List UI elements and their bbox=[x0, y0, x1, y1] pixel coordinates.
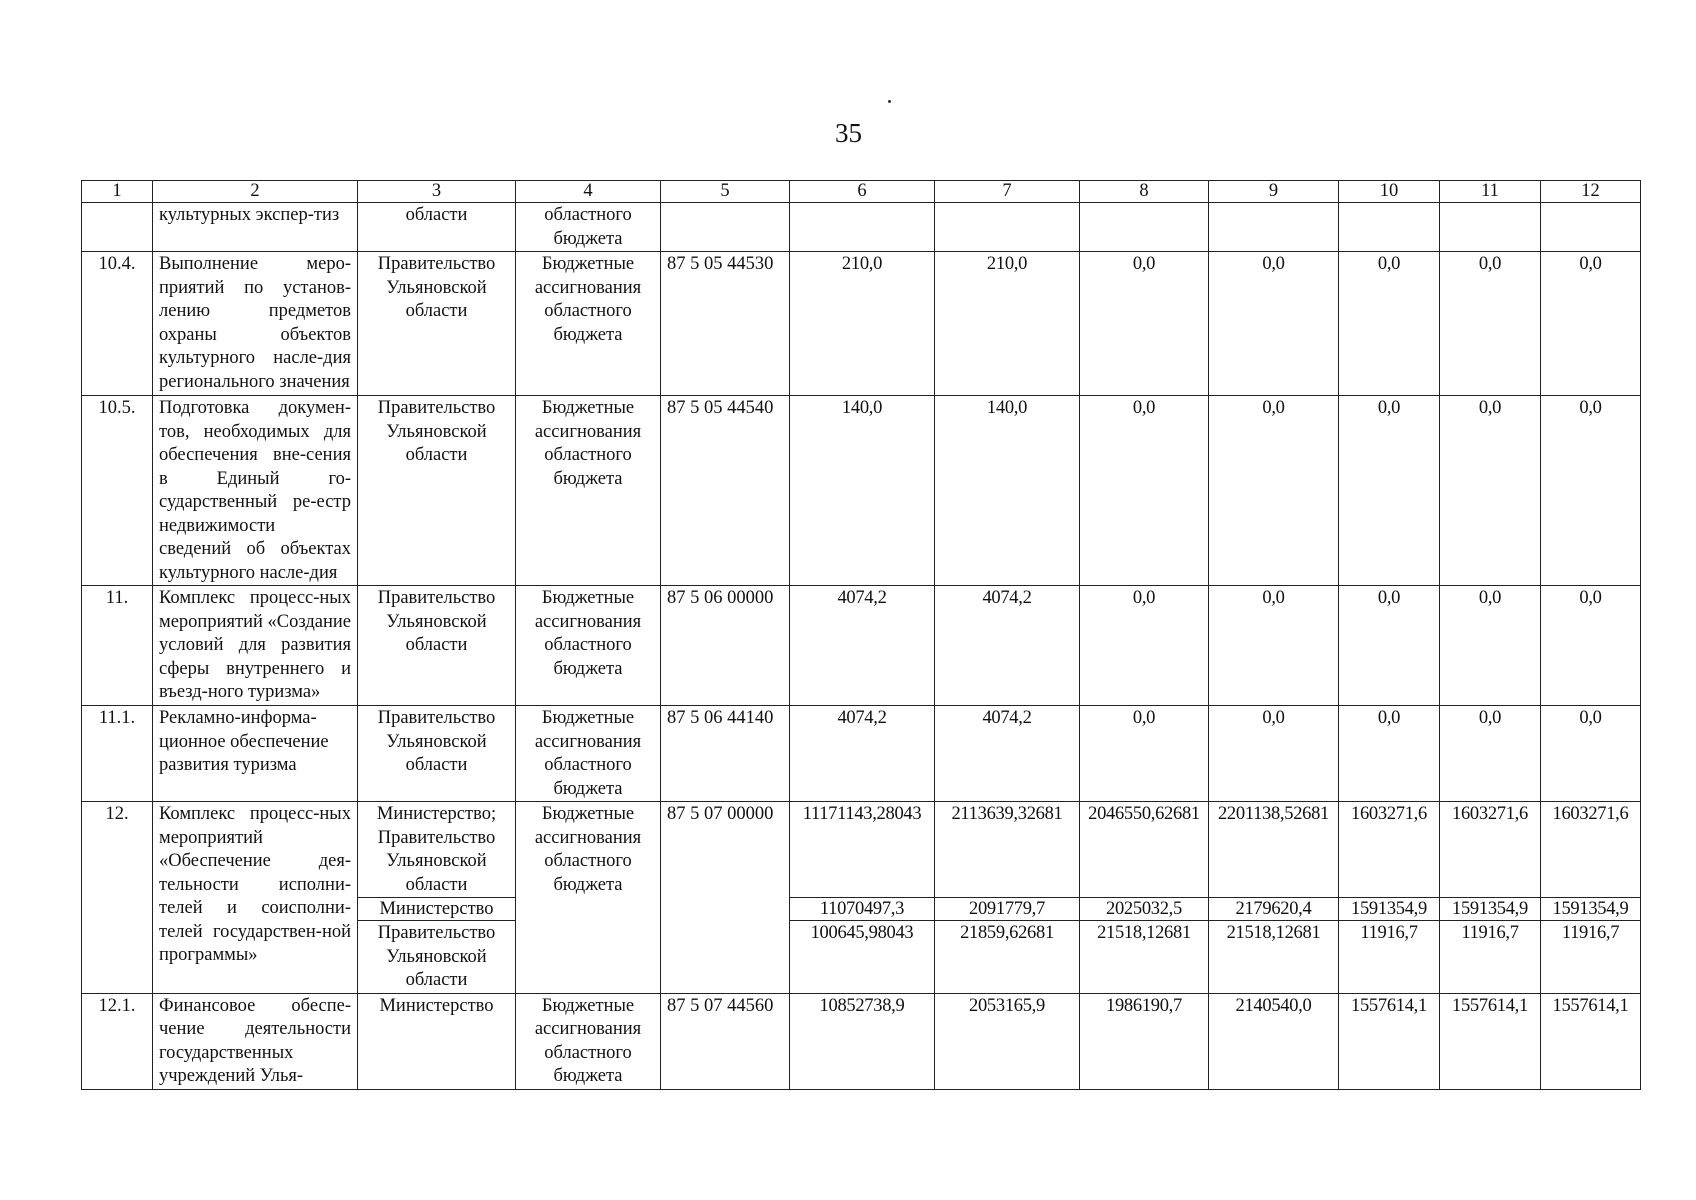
row-value: 0,0 bbox=[1440, 586, 1541, 706]
row-number: 10.4. bbox=[82, 252, 153, 396]
row-name: Комплекс процесс-ных мероприятий «Обеспечение дея-тельности исполни-телей и соисполни-телей государствен-ной программы» bbox=[153, 802, 358, 994]
row-value: 2046550,62681 bbox=[1080, 802, 1209, 898]
row-value: 210,0 bbox=[935, 252, 1080, 396]
table-row bbox=[82, 802, 1641, 898]
header-cell: 11 bbox=[1440, 181, 1541, 203]
row-value: 1591354,9 bbox=[1339, 898, 1440, 921]
row-value bbox=[790, 203, 935, 252]
row-code bbox=[661, 203, 790, 252]
row-executor: Правительство Ульяновской области bbox=[358, 396, 516, 586]
row-value: 0,0 bbox=[1440, 706, 1541, 802]
row-source: Бюджетные ассигнования областного бюджета bbox=[516, 252, 661, 396]
row-source: Бюджетные ассигнования областного бюджета bbox=[516, 802, 661, 994]
row-source: Бюджетные ассигнования областного бюджета bbox=[516, 993, 661, 1089]
header-cell: 1 bbox=[82, 181, 153, 203]
row-number: 11. bbox=[82, 586, 153, 706]
row-value: 1603271,6 bbox=[1339, 802, 1440, 898]
row-value: 2053165,9 bbox=[935, 993, 1080, 1089]
header-cell: 7 bbox=[935, 181, 1080, 203]
row-code: 87 5 05 44540 bbox=[661, 396, 790, 586]
row-value: 1557614,1 bbox=[1541, 993, 1641, 1089]
row-code: 87 5 07 44560 bbox=[661, 993, 790, 1089]
row-value: 140,0 bbox=[935, 396, 1080, 586]
row-value: 11070497,3 bbox=[790, 898, 935, 921]
header-cell: 10 bbox=[1339, 181, 1440, 203]
row-source: областного бюджета bbox=[516, 203, 661, 252]
row-value: 4074,2 bbox=[790, 706, 935, 802]
row-value: 4074,2 bbox=[935, 706, 1080, 802]
table-row bbox=[82, 203, 1641, 252]
table-row bbox=[82, 586, 1641, 706]
row-value: 1986190,7 bbox=[1080, 993, 1209, 1089]
row-value: 2140540,0 bbox=[1209, 993, 1339, 1089]
row-value: 4074,2 bbox=[935, 586, 1080, 706]
row-name: Рекламно-информа-ционное обеспечение развития туризма bbox=[153, 706, 358, 802]
table-row bbox=[82, 396, 1641, 586]
row-value: 2091779,7 bbox=[935, 898, 1080, 921]
row-value: 11171143,28043 bbox=[790, 802, 935, 898]
row-value bbox=[935, 203, 1080, 252]
row-value: 0,0 bbox=[1541, 396, 1641, 586]
row-value: 21518,12681 bbox=[1080, 921, 1209, 994]
header-cell: 4 bbox=[516, 181, 661, 203]
row-name: Финансовое обеспе-чение деятельности государственных учреждений Улья- bbox=[153, 993, 358, 1089]
row-value: 2201138,52681 bbox=[1209, 802, 1339, 898]
row-value: 4074,2 bbox=[790, 586, 935, 706]
row-executor: Правительство Ульяновской области bbox=[358, 586, 516, 706]
row-value: 10852738,9 bbox=[790, 993, 935, 1089]
row-code: 87 5 06 00000 bbox=[661, 586, 790, 706]
row-executor: Правительство Ульяновской области bbox=[358, 921, 516, 994]
row-value: 0,0 bbox=[1209, 706, 1339, 802]
row-value: 0,0 bbox=[1541, 586, 1641, 706]
row-value: 21518,12681 bbox=[1209, 921, 1339, 994]
row-value: 2025032,5 bbox=[1080, 898, 1209, 921]
page-number: 35 bbox=[835, 118, 862, 148]
row-value: 0,0 bbox=[1080, 586, 1209, 706]
row-value bbox=[1080, 203, 1209, 252]
row-value: 140,0 bbox=[790, 396, 935, 586]
row-number: 12. bbox=[82, 802, 153, 994]
row-value: 2113639,32681 bbox=[935, 802, 1080, 898]
row-executor: области bbox=[358, 203, 516, 252]
row-name: Подготовка докумен-тов, необходимых для обеспечения вне-сения в Единый го-сударственный ре-естр недвижимости сведений об объектах культурного насле-дия bbox=[153, 396, 358, 586]
row-value bbox=[1541, 203, 1641, 252]
row-value: 1557614,1 bbox=[1339, 993, 1440, 1089]
row-value: 21859,62681 bbox=[935, 921, 1080, 994]
row-value: 0,0 bbox=[1209, 252, 1339, 396]
row-code: 87 5 06 44140 bbox=[661, 706, 790, 802]
row-value bbox=[1440, 203, 1541, 252]
row-value: 100645,98043 bbox=[790, 921, 935, 994]
row-value: 1557614,1 bbox=[1440, 993, 1541, 1089]
row-value: 0,0 bbox=[1541, 706, 1641, 802]
table-row bbox=[82, 993, 1641, 1089]
row-value: 0,0 bbox=[1209, 396, 1339, 586]
row-value: 0,0 bbox=[1209, 586, 1339, 706]
row-source: Бюджетные ассигнования областного бюджета bbox=[516, 396, 661, 586]
row-value: 0,0 bbox=[1541, 252, 1641, 396]
row-value bbox=[1339, 203, 1440, 252]
row-name: Выполнение меро-приятий по установ-лению предметов охраны объектов культурного насле-дия регионального значения bbox=[153, 252, 358, 396]
header-cell: 9 bbox=[1209, 181, 1339, 203]
row-number: 10.5. bbox=[82, 396, 153, 586]
row-source: Бюджетные ассигнования областного бюджета bbox=[516, 586, 661, 706]
row-value: 1603271,6 bbox=[1440, 802, 1541, 898]
row-value: 0,0 bbox=[1440, 396, 1541, 586]
row-number: 11.1. bbox=[82, 706, 153, 802]
row-value: 1591354,9 bbox=[1440, 898, 1541, 921]
row-value: 11916,7 bbox=[1339, 921, 1440, 994]
row-number bbox=[82, 203, 153, 252]
row-value: 0,0 bbox=[1339, 706, 1440, 802]
row-name: Комплекс процесс-ных мероприятий «Создание условий для развития сферы внутреннего и въезд-ного туризма» bbox=[153, 586, 358, 706]
row-value: 0,0 bbox=[1080, 396, 1209, 586]
header-cell: 2 bbox=[153, 181, 358, 203]
row-code: 87 5 07 00000 bbox=[661, 802, 790, 994]
row-value: 0,0 bbox=[1080, 706, 1209, 802]
row-value: 1603271,6 bbox=[1541, 802, 1641, 898]
row-executor: Министерство bbox=[358, 993, 516, 1089]
table-row bbox=[82, 252, 1641, 396]
row-value: 2179620,4 bbox=[1209, 898, 1339, 921]
row-value: 210,0 bbox=[790, 252, 935, 396]
row-executor: Министерство; Правительство Ульяновской области bbox=[358, 802, 516, 898]
row-executor: Правительство Ульяновской области bbox=[358, 706, 516, 802]
budget-table bbox=[81, 180, 1641, 1090]
row-name: культурных экспер-тиз bbox=[153, 203, 358, 252]
row-value: 11916,7 bbox=[1541, 921, 1641, 994]
row-source: Бюджетные ассигнования областного бюджета bbox=[516, 706, 661, 802]
row-value: 1591354,9 bbox=[1541, 898, 1641, 921]
row-value: 0,0 bbox=[1339, 396, 1440, 586]
row-code: 87 5 05 44530 bbox=[661, 252, 790, 396]
row-number: 12.1. bbox=[82, 993, 153, 1089]
row-value: 0,0 bbox=[1339, 252, 1440, 396]
header-cell: 8 bbox=[1080, 181, 1209, 203]
row-executor: Министерство bbox=[358, 898, 516, 921]
table-header-row bbox=[82, 181, 1641, 203]
table-row bbox=[82, 706, 1641, 802]
header-cell: 6 bbox=[790, 181, 935, 203]
row-value: 0,0 bbox=[1339, 586, 1440, 706]
scan-dot-mark bbox=[888, 100, 891, 103]
header-cell: 3 bbox=[358, 181, 516, 203]
row-value: 0,0 bbox=[1080, 252, 1209, 396]
row-value: 11916,7 bbox=[1440, 921, 1541, 994]
header-cell: 12 bbox=[1541, 181, 1641, 203]
row-value: 0,0 bbox=[1440, 252, 1541, 396]
row-executor: Правительство Ульяновской области bbox=[358, 252, 516, 396]
header-cell: 5 bbox=[661, 181, 790, 203]
row-value bbox=[1209, 203, 1339, 252]
